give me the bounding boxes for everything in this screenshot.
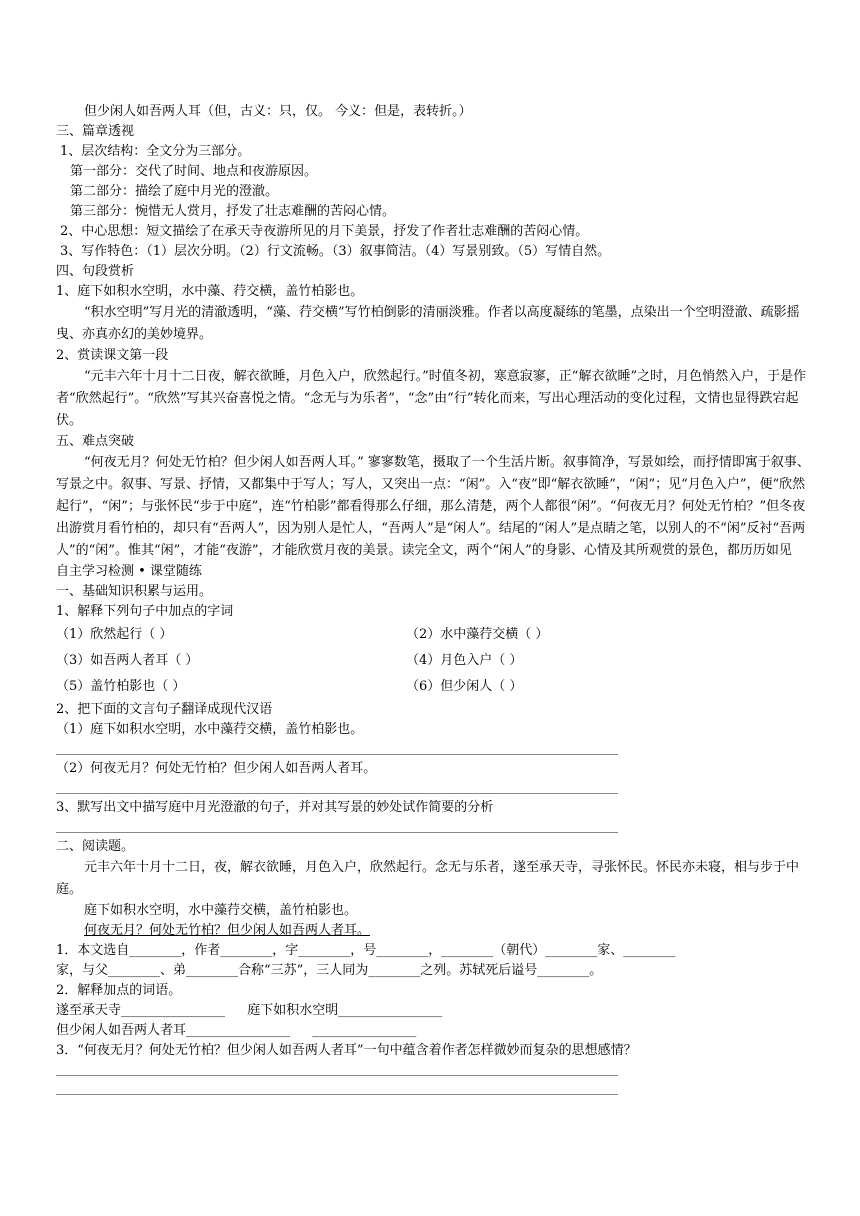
structure-line: 1、层次结构：全文分为三部分。 (60, 144, 251, 159)
difficulty-paragraph: “何夜无月？何处无竹柏？但少闲人如吾两人耳。” 寥寥数笔，摄取了一个生活片断。叙事简净，写景如绘，而抒情即寓于叙事、写景之中。叙事、写景、抒情，又都集中于写人；写人，又突出一点：“闲”。入“夜”即“解衣欲睡”，“闲”；见“月色入户”，便“欣然起行”，“闲”；与张怀民“步于中庭”，连“竹柏影”都看得那么仔细，那么清楚，两个人都很“闲”。“何夜无月？何处无竹柏？”但冬夜出游赏月看竹柏的，却只有“吾两人”，因为别人是忙人，“吾两人”是“闲人”。结尾的“闲人”是点睛之笔，以别人的不“闲”反衬“吾两人”的“闲”。惟其“闲”，才能“夜游”，才能欣赏月夜的美景。读完全文，两个“闲人”的身影、心情及其所观赏的景色，都历历如见 (56, 455, 810, 558)
basic-knowledge-heading: 一、基础知识积累与运用。 (56, 584, 213, 599)
central-idea-line: 2、中心思想：短文描绘了在承天寺夜游所见的月下美景，抒发了作者壮志难酬的苦闷心情。 (60, 224, 589, 239)
sentence-appreciation-2: 2、赏读课文第一段 (56, 348, 169, 363)
reading-heading: 二、阅读题。 (56, 839, 135, 854)
translate-sentence-1: （1）庭下如积水空明，水中藻荇交横，盖竹柏影也。 (56, 722, 364, 737)
explain-item[interactable]: （5）盖竹柏影也（ ） (56, 679, 186, 694)
writing-feature-line: 3、写作特色：（1）层次分明。（2）行文流畅。（3）叙事简洁。（4）写景别致。（5）写情自然。 (60, 244, 611, 259)
explain-item[interactable]: （1）欣然起行（ ） (56, 627, 173, 642)
question-1: 1、解释下列句子中加点的字词 (56, 604, 234, 619)
section-heading-4: 四、句段赏析 (56, 264, 135, 279)
word-item[interactable]: 遂至承天寺________________ (56, 1003, 226, 1018)
answer-line[interactable] (56, 1080, 618, 1095)
explain-words-grid (56, 622, 756, 700)
reading-question-2: 2．解释加点的词语。 (56, 983, 182, 998)
part-two-line: 第二部分：描绘了庭中月光的澄澈。 (70, 184, 279, 199)
reading-question-3: 3．“何夜无月？何处无竹柏？但少闲人如吾两人者耳”一句中蕴含着作者怎样微妙而复杂的思想感情？ (56, 1043, 637, 1058)
gloss-line: 但少闲人如吾两人耳（但，古义：只，仅。 今义：但是，表转折。） (84, 104, 472, 119)
practice-title: 自主学习检测 • 课堂随练 (56, 564, 202, 579)
appreciation-paragraph-2: “元丰六年十月十二日夜，解衣欲睡，月色入户，欣然起行。”时值冬初，寒意寂寥，正“解衣欲睡”之时，月色悄然入户，于是作者“欣然起行”。“欣然”写其兴奋喜悦之情。“念无与为乐者”，“念”由“行”转化而来，写出心理活动的变化过程，文情也显得跌宕起伏。 (56, 369, 807, 428)
question-3: 3、默写出文中描写庭中月光澄澈的句子，并对其写景的妙处试作简要的分析 (56, 800, 494, 815)
answer-line[interactable] (56, 740, 618, 755)
document-page (56, 102, 816, 1099)
answer-line[interactable] (56, 1061, 618, 1076)
word-row-2 (56, 1021, 816, 1041)
question-2: 2、把下面的文言句子翻译成现代汉语 (56, 702, 273, 717)
explain-item[interactable]: （6）但少闲人（ ） (406, 679, 523, 694)
reading-paragraph-2: 庭下如积水空明，水中藻荇交横，盖竹柏影也。 (84, 903, 358, 918)
reading-question-1a: 1．本文选自________，作者________，字________，号________，________（朝代）________家、________ (56, 943, 676, 958)
part-one-line: 第一部分：交代了时间、地点和夜游原因。 (70, 164, 318, 179)
word-item[interactable]: 庭下如积水空明________________ (247, 1003, 443, 1018)
section-heading-3: 三、篇章透视 (56, 124, 135, 139)
explain-item[interactable]: （4）月色入户（ ） (406, 653, 523, 668)
answer-line[interactable] (56, 779, 618, 794)
word-row-1 (56, 1001, 816, 1021)
answer-line[interactable] (56, 818, 618, 833)
word-item[interactable]: 但少闲人如吾两人者耳________________ (56, 1023, 291, 1038)
explain-item[interactable]: （3）如吾两人者耳（ ） (56, 653, 199, 668)
translate-sentence-2: （2）何夜无月？何处无竹柏？但少闲人如吾两人者耳。 (56, 761, 377, 776)
reading-paragraph-1: 元丰六年十月十二日，夜，解衣欲睡，月色入户，欣然起行。念无与乐者，遂至承天寺，寻张怀民。怀民亦未寝，相与步于中庭。 (56, 860, 800, 897)
reading-question-1b: 家，与父________、弟________合称“三苏”，三人同为________之列。苏轼死后谥号________。 (56, 963, 603, 978)
sentence-appreciation-1: 1、庭下如积水空明，水中藻、荇交横，盖竹柏影也。 (56, 284, 364, 299)
section-heading-5: 五、难点突破 (56, 434, 135, 449)
explain-item[interactable]: （2）水中藻荇交横（ ） (406, 627, 549, 642)
reading-paragraph-3: 何夜无月？何处无竹柏？但少闲人如吾两人者耳。 (84, 923, 371, 938)
word-item[interactable]: ________________ (312, 1023, 417, 1038)
appreciation-paragraph-1: “积水空明”写月光的清澈透明，“藻、荇交横”写竹柏倒影的清丽淡雅。作者以高度凝练的笔墨，点染出一个空明澄澈、疏影摇曳、亦真亦幻的美妙境界。 (56, 305, 800, 342)
part-three-line: 第三部分：惋惜无人赏月，抒发了壮志难酬的苦闷心情。 (70, 204, 396, 219)
